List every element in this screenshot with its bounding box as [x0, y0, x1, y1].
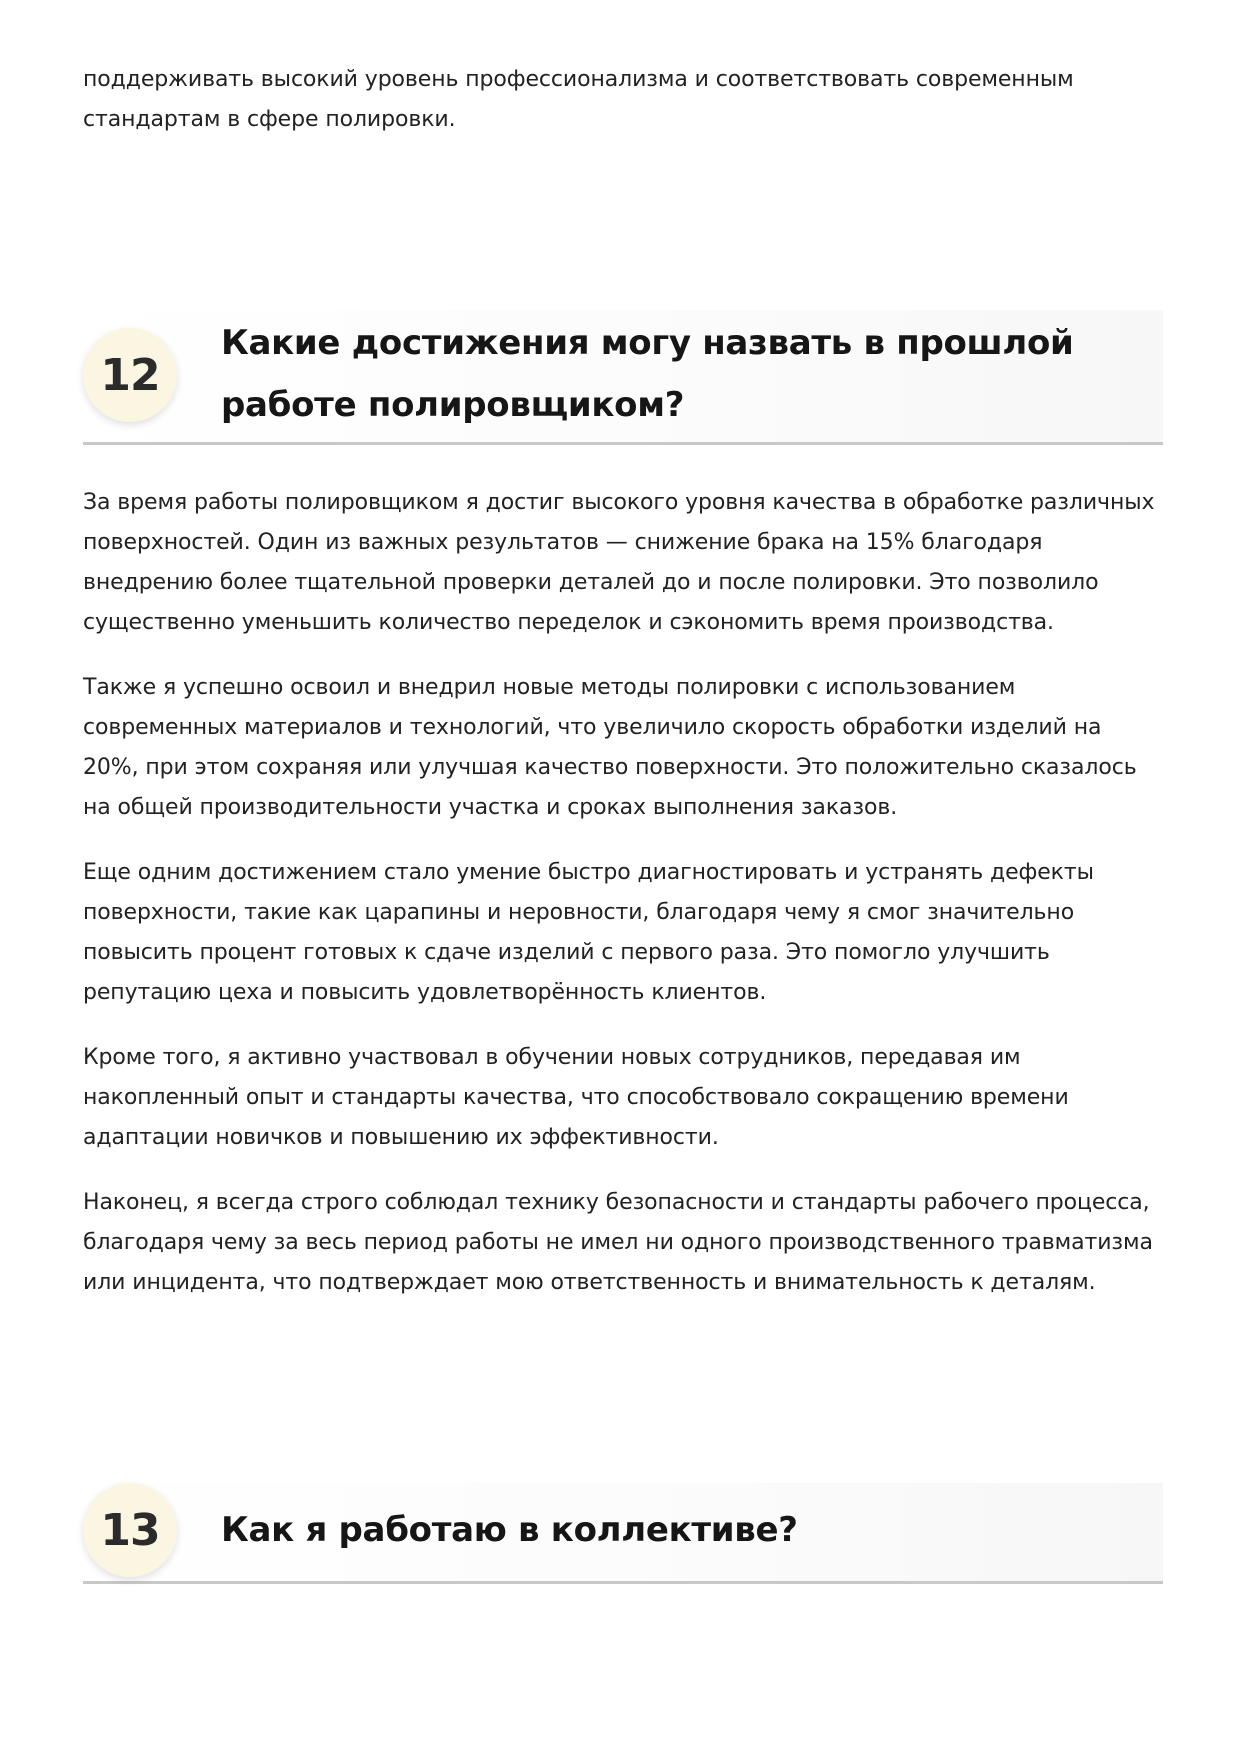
- question-number-badge: [83, 328, 177, 422]
- question-header: [83, 1483, 1163, 1584]
- answer-paragraph: Кроме того, я активно участвовал в обучении новых сотрудников, передавая им накопленный опыт и стандарты качества, что способствовало сокращению времени адаптации новичков и повышению их эффективности.: [83, 1045, 1069, 1150]
- question-title: Какие достижения могу назвать в прошлой работе полировщиком?: [221, 323, 1074, 425]
- intro-paragraph: поддерживать высокий уровень профессионализма и соответствовать современным стандартам в сфере полировки.: [83, 67, 1074, 132]
- answer-paragraph: За время работы полировщиком я достиг высокого уровня качества в обработке различных поверхностей. Один из важных результатов — снижение брака на 15% благодаря внедрению более тщательной проверки деталей до и после полировки. Это позволило существенно уменьшить количество переделок и сэкономить время производства.: [83, 490, 1155, 635]
- question-section-12: [83, 310, 1163, 445]
- answer-paragraph: Наконец, я всегда строго соблюдал технику безопасности и стандарты рабочего процесса, благодаря чему за весь период работы не имел ни одного производственного травматизма или инцидента, что подтверждает мою ответственность и внимательность к деталям.: [83, 1190, 1153, 1295]
- question-number: 13: [100, 1504, 160, 1556]
- question-section-13: [83, 1483, 1163, 1584]
- question-number-badge: [83, 1483, 177, 1577]
- question-header: [83, 310, 1163, 445]
- question-title: Как я работаю в коллективе?: [221, 1510, 798, 1550]
- intro-block: [83, 60, 1163, 140]
- answer-paragraph: Еще одним достижением стало умение быстро диагностировать и устранять дефекты поверхности, такие как царапины и неровности, благодаря чему я смог значительно повысить процент готовых к сдаче изделий с первого раза. Это помогло улучшить репутацию цеха и повысить удовлетворённость клиентов.: [83, 860, 1094, 1005]
- answer-block-12: [83, 483, 1163, 1303]
- answer-paragraph: Также я успешно освоил и внедрил новые методы полировки с использованием современных материалов и технологий, что увеличило скорость обработки изделий на 20%, при этом сохраняя или улучшая качество поверхности. Это положительно сказалось на общей производительности участка и сроках выполнения заказов.: [83, 675, 1137, 820]
- question-number: 12: [100, 349, 160, 401]
